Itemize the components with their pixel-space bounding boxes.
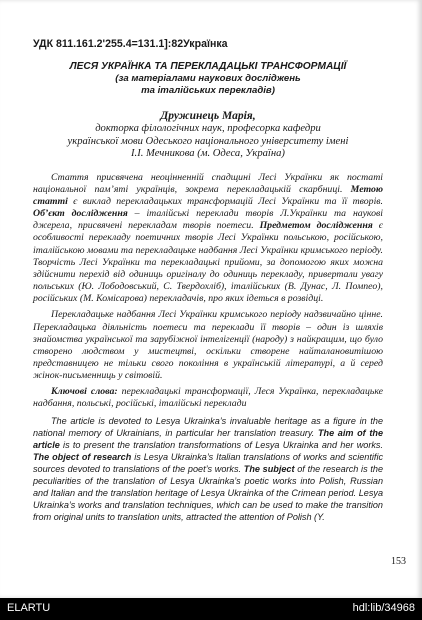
abstract-ukrainian-paragraph-2: Перекладацьке надбання Лесі Українки кримського періоду надзвичайно цінне. Перекладацька діяльність поетеси та переклади її творів – один із шляхів знайомства української та зарубіжної інтелігенції (народу) з найкращим, що було створено людством у мистецтві, оскільки створене найталановитішою представницею не тільки свого покоління в українській літературі, а й серед жінок-письменниць у світовій. [33,309,383,382]
article-title [33,61,383,97]
abstract-goal-label: Метою статті [33,183,383,207]
keywords-paragraph [33,386,383,410]
title-main: ЛЕСЯ УКРАЇНКА ТА ПЕРЕКЛАДАЦЬКІ ТРАНСФОРМАЦІЇ [69,61,347,72]
abstract-text: є виклад перекладацьких трансформацій Лесі Українки та її творів. [67,195,383,207]
abstract-text: of the research is the peculiarities of the translation of Lesya Ukrainka’s poetic works into Polish, Russian and Italian and the translation heritage of Lesya Ukrainka of the Crimean period. Lesya Ukrainka’s works and translation techniques, which can be used to make the transition from original units to translation units, attracted the attention of Polish (Y. [33,463,384,523]
abstract-text: is to present the translation transformations of Lesya Ukrainka and her works. [59,439,383,450]
abstract-text: є особливості перекладу поетичних творів Лесі Українки польською, російською, італійською мовами та перекладацьке надбання Лесі Українки кримського періоду. Творчість Лесі Українки та перекладацькі прийоми, за допомогою яких можна здійснити перехід від одиниць оригіналу до одиниць перекладу, привертали увагу польських (Ю. Лободовський, С. Твердохліб), італійських (В. Дунас, Л. Помпео), російських (М. Комісарова) перекладачів, про яких ідеться в розвідці. [33,220,383,305]
page-content [33,38,383,527]
title-subtitle-line2: та італійських перекладів) [141,85,275,96]
author-info [33,110,383,161]
abstract-text: The article is devoted to Lesya Ukrainka’s invaluable heritage as a figure in the national memory of Ukrainians, in particular her translation treasury. [33,415,383,438]
repository-name: ELARTU [7,602,51,614]
abstract-text: Стаття присвячена неоцінненній спадщині Лесі Українки як постаті національної пам’яті українців, зокрема перекладацькій скарбниці. [33,171,383,195]
udc-code: УДК 811.161.2'255.4=131.1]:82Українка [33,38,228,50]
abstract-aim-label: The aim of the article [33,427,383,450]
abstract-text: – італійські переклади творів Л.Українки та наукові джерела, присвячені перекладам творів поетеси. [33,208,384,232]
author-degree: докторка філологічних наук, професорка кафедри [95,123,321,135]
abstract-ukrainian-paragraph-1 [33,172,383,306]
abstract-subject-label: Предметом дослідження [259,220,373,232]
keywords-text: перекладацькі трансформації, Леся Українка, перекладацьке надбання, польські, російські, італійські переклади [33,386,384,410]
author-name: Дружинець Марія, [160,110,256,122]
abstract-object-label: The object of research [33,451,132,462]
page-number: 153 [391,556,406,567]
abstract-text: is Lesya Ukrainka’s Italian translations of works and scientific sources devoted to translations of the poet’s works. [33,451,384,474]
author-affiliation: української мови Одеського національного університету імені [67,135,349,147]
keywords-label: Ключові слова: [51,386,118,398]
title-subtitle-line1: (за матеріалами наукових досліджень [115,73,301,84]
repository-footer [0,598,422,620]
author-location: І.І. Мечникова (м. Одеса, Україна) [131,148,285,160]
abstract-english-paragraph [33,415,383,524]
abstract-object-label: Об’єкт дослідження [33,208,128,220]
handle-id: hdl:lib/34968 [352,602,415,614]
abstract-subject-label: The subject [243,463,295,474]
